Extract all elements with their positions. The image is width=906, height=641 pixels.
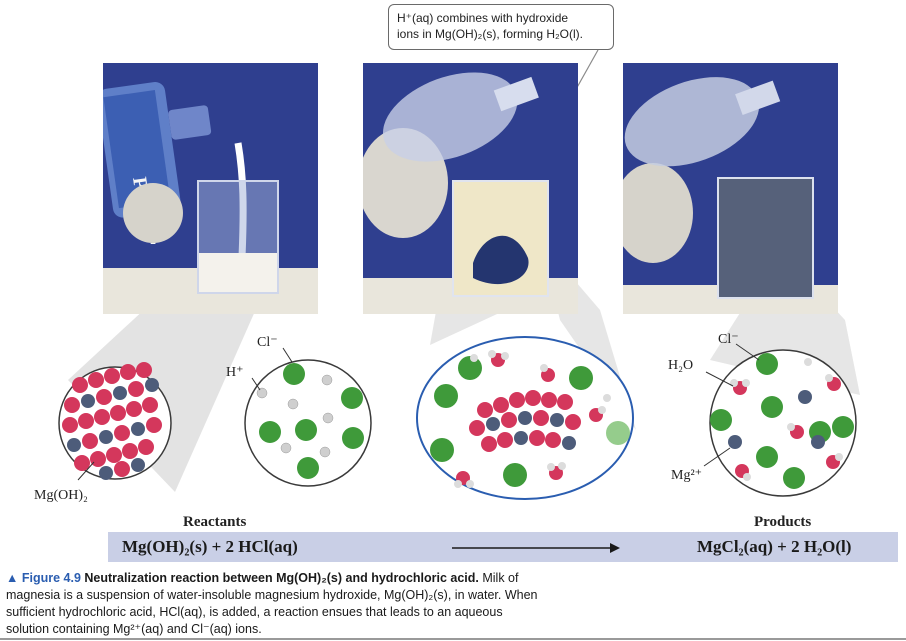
label-mg2plus: Mg²⁺ xyxy=(671,468,703,483)
mgoh2-lattice-view xyxy=(59,362,171,480)
cl-left-pointer xyxy=(283,348,292,362)
label-mgoh2: Mg(OH)₂ xyxy=(34,488,88,503)
caption-line-4: solution containing Mg²⁺(aq) and Cl⁻(aq) ions. xyxy=(6,622,262,636)
products-solution-view xyxy=(710,350,856,496)
caption-figure-number: Figure 4.9 xyxy=(21,571,81,585)
cl-right-pointer xyxy=(736,344,759,360)
callout-line-1: H⁺(aq) combines with hydroxide xyxy=(397,11,569,25)
equation-products: MgCl₂(aq) + 2 H₂O(l) xyxy=(697,537,852,556)
hcl-solution-view xyxy=(245,360,371,486)
equation-reactants: Mg(OH)₂(s) + 2 HCl(aq) xyxy=(122,537,298,556)
caption-line-1-rest: Milk of xyxy=(478,571,519,585)
caption-line-3: sufficient hydrochloric acid, HCl(aq), is added, a reaction ensues that leads to an aqueous xyxy=(6,605,503,619)
caption-line-2: magnesia is a suspension of water-insoluble magnesium hydroxide, Mg(OH)₂(s), in water. When xyxy=(6,588,538,602)
label-h2o: H₂O xyxy=(668,358,694,373)
caption-line-1 xyxy=(6,570,606,587)
caption-triangle-icon: ▲ xyxy=(6,571,19,585)
bottom-rule xyxy=(0,638,906,640)
heading-reactants: Reactants xyxy=(183,514,247,530)
label-cl-left: Cl⁻ xyxy=(257,335,278,350)
heading-products: Products xyxy=(754,514,812,530)
reaction-view xyxy=(417,337,633,499)
label-h-plus: H⁺ xyxy=(226,365,244,380)
figure-caption xyxy=(6,570,606,638)
equation-arrow xyxy=(452,541,624,555)
callout-line-2: ions in Mg(OH)₂(s), forming H₂O(l). xyxy=(397,27,583,41)
caption-title: Neutralization reaction between Mg(OH)₂(s) and hydrochloric acid. xyxy=(84,571,479,585)
label-cl-right: Cl⁻ xyxy=(718,332,739,347)
